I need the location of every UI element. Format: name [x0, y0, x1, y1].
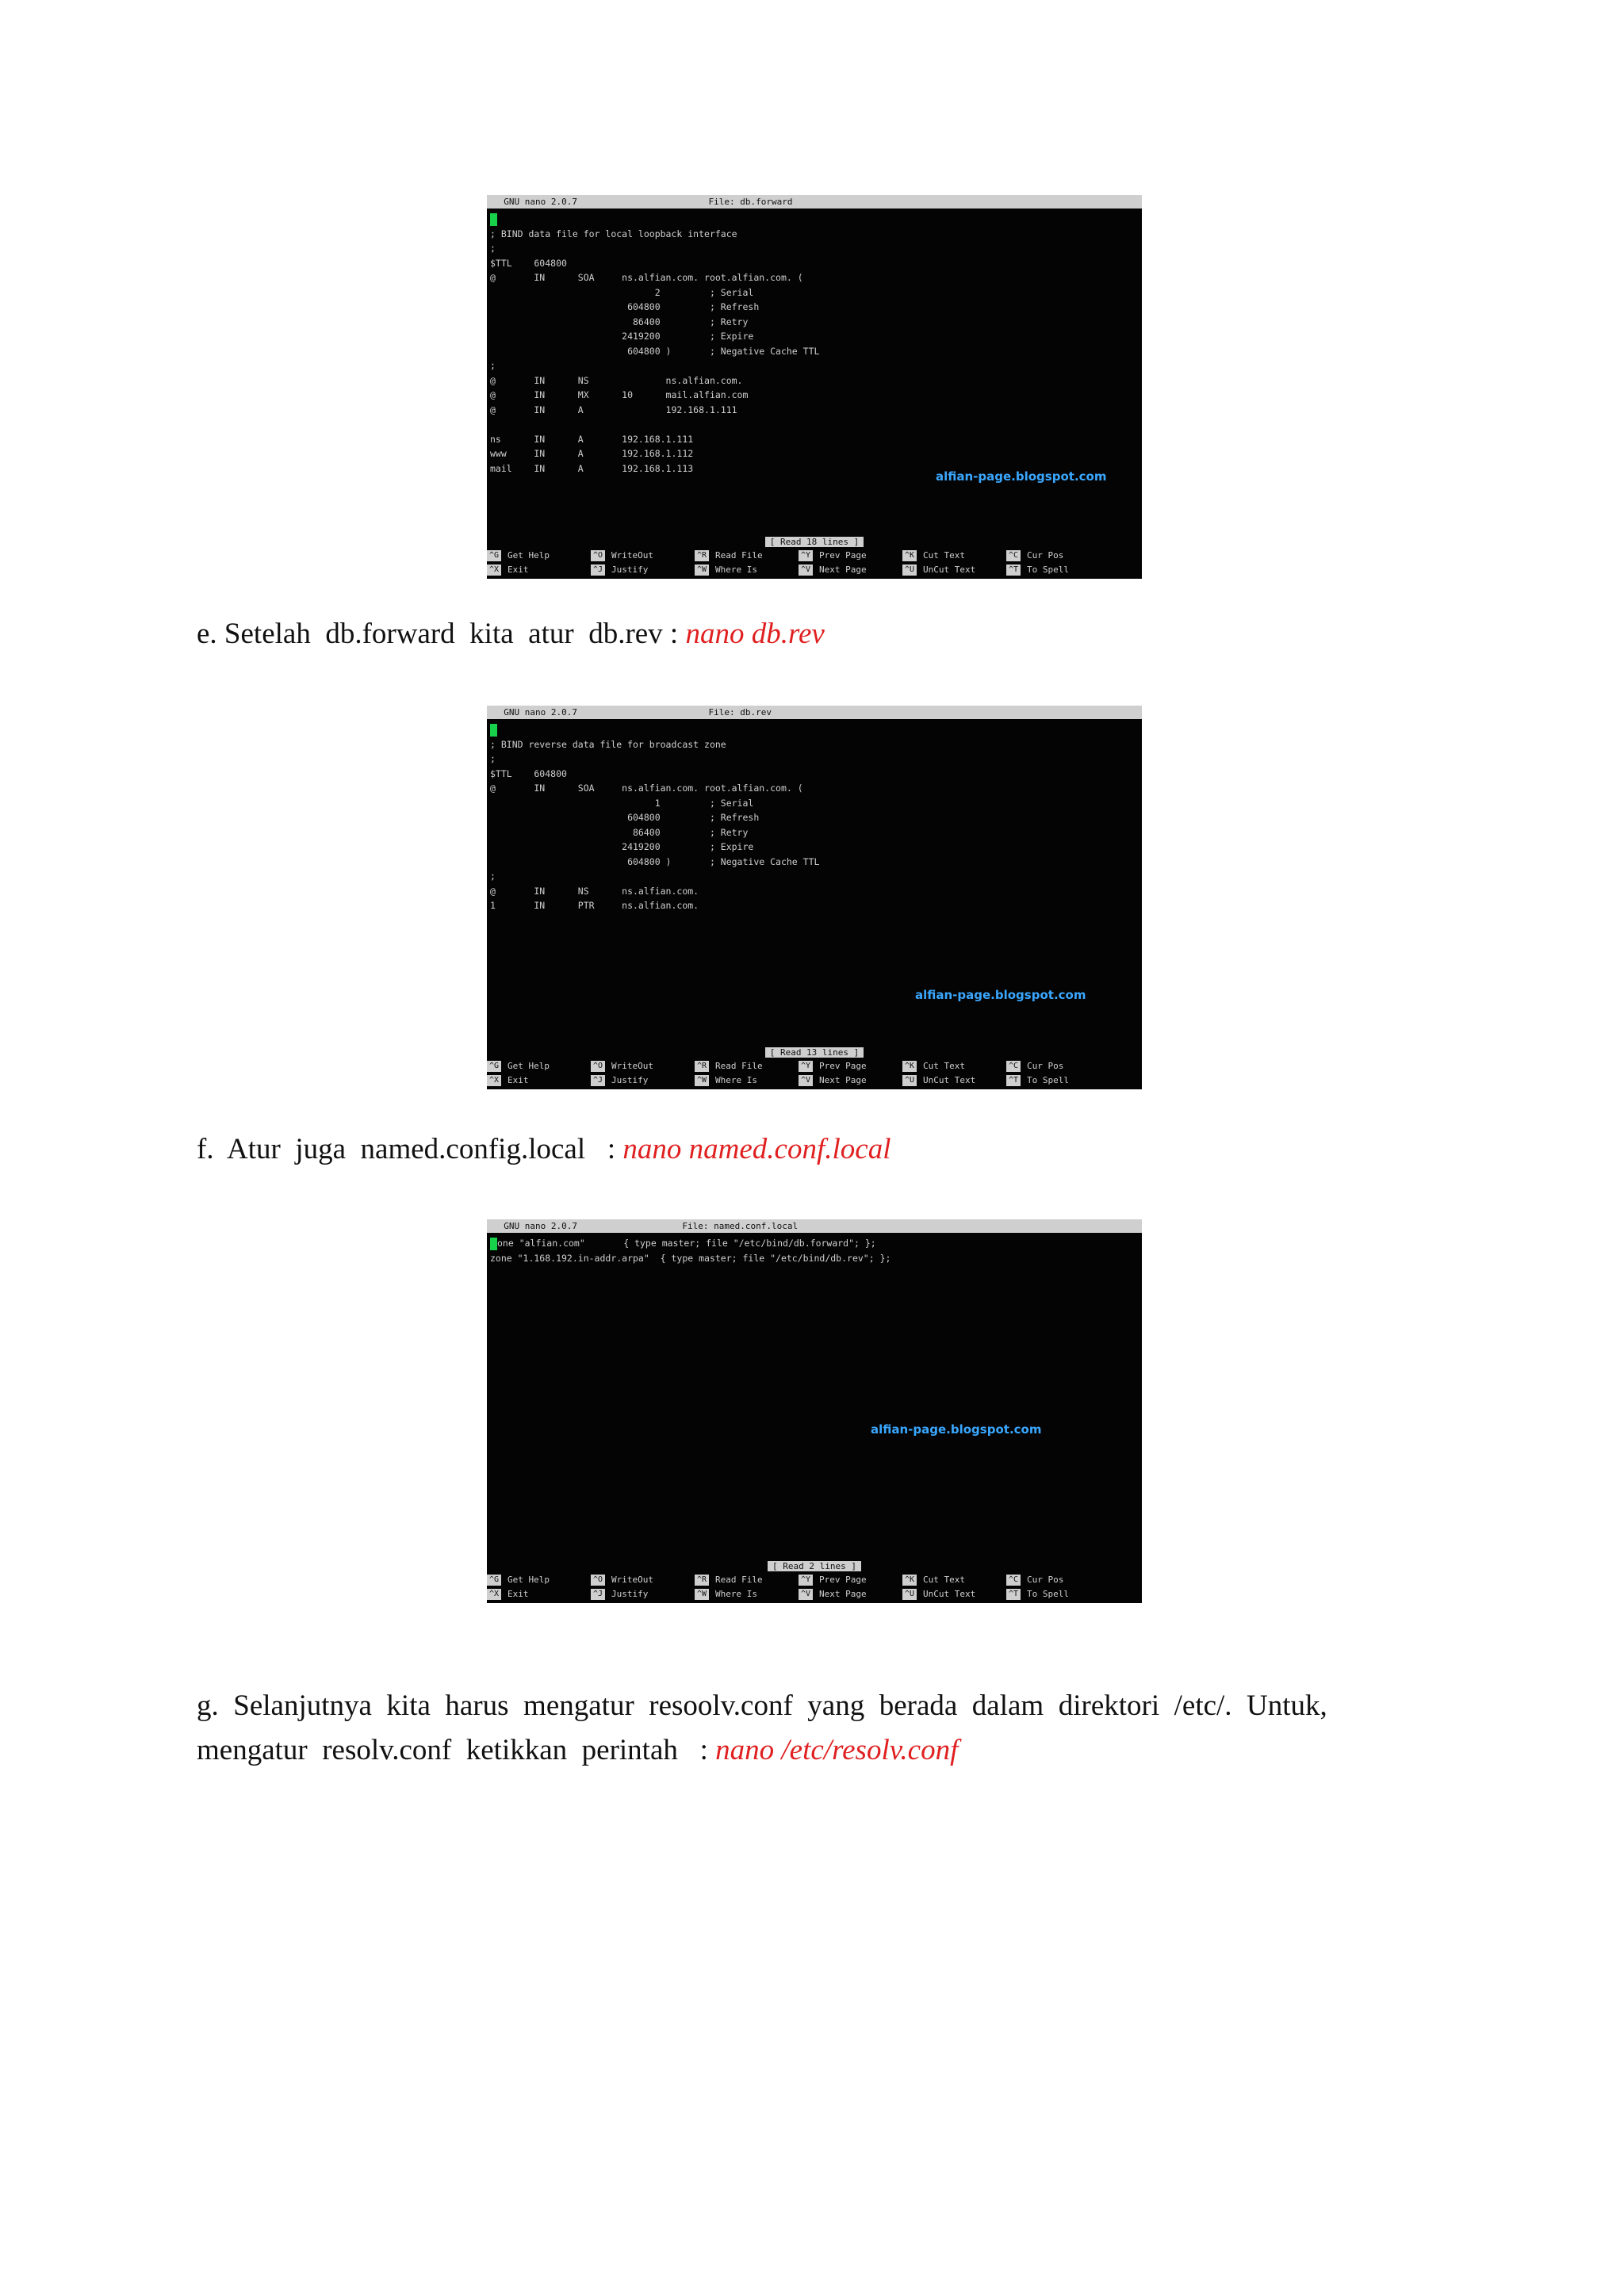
watermark-text: alfian-page.blogspot.com	[871, 1422, 1042, 1437]
shortcut-where-is: ^W Where Is	[695, 1073, 799, 1088]
command-text: nano /etc/resolv.conf	[715, 1734, 959, 1766]
shortcut-justify: ^J Justify	[591, 1073, 695, 1088]
status-message: [ Read 2 lines ]	[768, 1561, 861, 1571]
terminal-line: ; BIND reverse data file for broadcast zone	[490, 738, 726, 750]
shortcut-writeout: ^O WriteOut	[591, 1059, 695, 1073]
terminal-line: 2419200 ; Expire	[490, 331, 754, 342]
shortcut-exit: ^X Exit	[487, 1587, 591, 1601]
shortcut-where-is: ^W Where Is	[695, 563, 799, 577]
paragraph-text: f. Atur juga named.config.local :	[197, 1133, 623, 1165]
shortcut-uncut-text: ^U UnCut Text	[902, 1587, 1006, 1601]
terminal-line: $TTL 604800	[490, 767, 567, 779]
shortcut-uncut-text: ^U UnCut Text	[902, 563, 1006, 577]
terminal-line: one "alfian.com" { type master; file "/etc/bind/db.forward"; };	[497, 1238, 876, 1249]
shortcut-next-page: ^V Next Page	[799, 1073, 902, 1088]
shortcut-bar	[487, 549, 1142, 577]
shortcut-cur-pos: ^C Cur Pos	[1006, 549, 1110, 563]
nano-title-bar: GNU nano 2.0.7 File: db.forward	[487, 195, 1142, 209]
terminal-line: 86400 ; Retry	[490, 826, 749, 838]
terminal-line: ;	[490, 360, 496, 371]
shortcut-row	[487, 1573, 1142, 1587]
terminal-content	[487, 209, 1142, 476]
status-message: [ Read 13 lines ]	[765, 1047, 864, 1058]
cursor-block	[490, 724, 497, 737]
terminal-line: 1 IN PTR ns.alfian.com.	[490, 900, 699, 911]
shortcut-writeout: ^O WriteOut	[591, 549, 695, 563]
shortcut-uncut-text: ^U UnCut Text	[902, 1073, 1006, 1088]
shortcut-row	[487, 563, 1142, 577]
shortcut-bar	[487, 1059, 1142, 1088]
shortcut-row	[487, 1587, 1142, 1601]
terminal-line: ;	[490, 871, 496, 882]
watermark-text: alfian-page.blogspot.com	[936, 469, 1107, 484]
terminal-line: $TTL 604800	[490, 257, 567, 269]
terminal-line: zone "1.168.192.in-addr.arpa" { type master; file "/etc/bind/db.rev"; };	[490, 1252, 891, 1264]
status-line	[487, 1043, 1142, 1059]
terminal-line: @ IN NS ns.alfian.com.	[490, 374, 743, 386]
shortcut-row	[487, 1073, 1142, 1088]
terminal-line: 1 ; Serial	[490, 797, 754, 809]
terminal-line: @ IN A 192.168.1.111	[490, 404, 737, 415]
shortcut-bar	[487, 1573, 1142, 1601]
paragraph-text: mengatur resolv.conf ketikkan perintah :	[197, 1734, 716, 1766]
terminal-line: @ IN MX 10 mail.alfian.com	[490, 389, 749, 400]
shortcut-get-help: ^G Get Help	[487, 1573, 591, 1587]
paragraph-text: e. Setelah db.forward kita atur db.rev :	[197, 618, 686, 650]
terminal-line: 604800 ; Refresh	[490, 301, 760, 312]
shortcut-justify: ^J Justify	[591, 563, 695, 577]
status-line	[487, 533, 1142, 549]
shortcut-writeout: ^O WriteOut	[591, 1573, 695, 1587]
terminal-db-rev	[487, 706, 1142, 1089]
terminal-content	[487, 1233, 1142, 1265]
shortcut-cur-pos: ^C Cur Pos	[1006, 1059, 1110, 1073]
shortcut-read-file: ^R Read File	[695, 549, 799, 563]
shortcut-read-file: ^R Read File	[695, 1059, 799, 1073]
terminal-line: mail IN A 192.168.1.113	[490, 462, 694, 474]
terminal-line: ; BIND data file for local loopback interface	[490, 228, 737, 239]
terminal-named-conf-local	[487, 1219, 1142, 1603]
shortcut-get-help: ^G Get Help	[487, 549, 591, 563]
shortcut-exit: ^X Exit	[487, 563, 591, 577]
shortcut-justify: ^J Justify	[591, 1587, 695, 1601]
nano-title-bar: GNU nano 2.0.7 File: named.conf.local	[487, 1219, 1142, 1233]
terminal-line: ns IN A 192.168.1.111	[490, 433, 694, 445]
watermark-text: alfian-page.blogspot.com	[915, 988, 1086, 1002]
terminal-line: 604800 ; Refresh	[490, 812, 760, 823]
terminal-line: 604800 ) ; Negative Cache TTL	[490, 855, 820, 867]
shortcut-next-page: ^V Next Page	[799, 563, 902, 577]
terminal-content	[487, 719, 1142, 913]
status-message: [ Read 18 lines ]	[765, 537, 864, 547]
terminal-line: www IN A 192.168.1.112	[490, 448, 694, 459]
terminal-db-forward	[487, 195, 1142, 579]
command-text: nano db.rev	[685, 618, 825, 650]
paragraph-f	[197, 1132, 891, 1166]
shortcut-prev-page: ^Y Prev Page	[799, 1573, 902, 1587]
terminal-line: 2 ; Serial	[490, 286, 754, 298]
shortcut-to-spell: ^T To Spell	[1006, 1073, 1110, 1088]
cursor-block	[490, 1238, 497, 1250]
status-line	[487, 1557, 1142, 1573]
shortcut-cut-text: ^K Cut Text	[902, 1059, 1006, 1073]
paragraph-g-line2	[197, 1733, 958, 1767]
terminal-line: @ IN SOA ns.alfian.com. root.alfian.com. (	[490, 272, 803, 283]
terminal-line: @ IN NS ns.alfian.com.	[490, 885, 699, 897]
shortcut-exit: ^X Exit	[487, 1073, 591, 1088]
shortcut-prev-page: ^Y Prev Page	[799, 549, 902, 563]
shortcut-cut-text: ^K Cut Text	[902, 1573, 1006, 1587]
command-text: nano named.conf.local	[622, 1133, 891, 1165]
paragraph-g-line1: g. Selanjutnya kita harus mengatur resoolv.conf yang berada dalam direktori /etc/. Untuk,	[197, 1689, 1327, 1722]
terminal-line: 2419200 ; Expire	[490, 841, 754, 852]
shortcut-prev-page: ^Y Prev Page	[799, 1059, 902, 1073]
shortcut-where-is: ^W Where Is	[695, 1587, 799, 1601]
nano-title-bar: GNU nano 2.0.7 File: db.rev	[487, 706, 1142, 719]
shortcut-cut-text: ^K Cut Text	[902, 549, 1006, 563]
shortcut-row	[487, 1059, 1142, 1073]
shortcut-read-file: ^R Read File	[695, 1573, 799, 1587]
terminal-line: @ IN SOA ns.alfian.com. root.alfian.com. (	[490, 783, 803, 794]
terminal-line: ;	[490, 753, 496, 764]
terminal-line: 86400 ; Retry	[490, 316, 749, 327]
cursor-block	[490, 213, 497, 226]
shortcut-get-help: ^G Get Help	[487, 1059, 591, 1073]
terminal-line: 604800 ) ; Negative Cache TTL	[490, 345, 820, 357]
terminal-line: ;	[490, 243, 496, 254]
paragraph-e	[197, 617, 825, 651]
shortcut-cur-pos: ^C Cur Pos	[1006, 1573, 1110, 1587]
shortcut-to-spell: ^T To Spell	[1006, 563, 1110, 577]
shortcut-to-spell: ^T To Spell	[1006, 1587, 1110, 1601]
shortcut-row	[487, 549, 1142, 563]
shortcut-next-page: ^V Next Page	[799, 1587, 902, 1601]
